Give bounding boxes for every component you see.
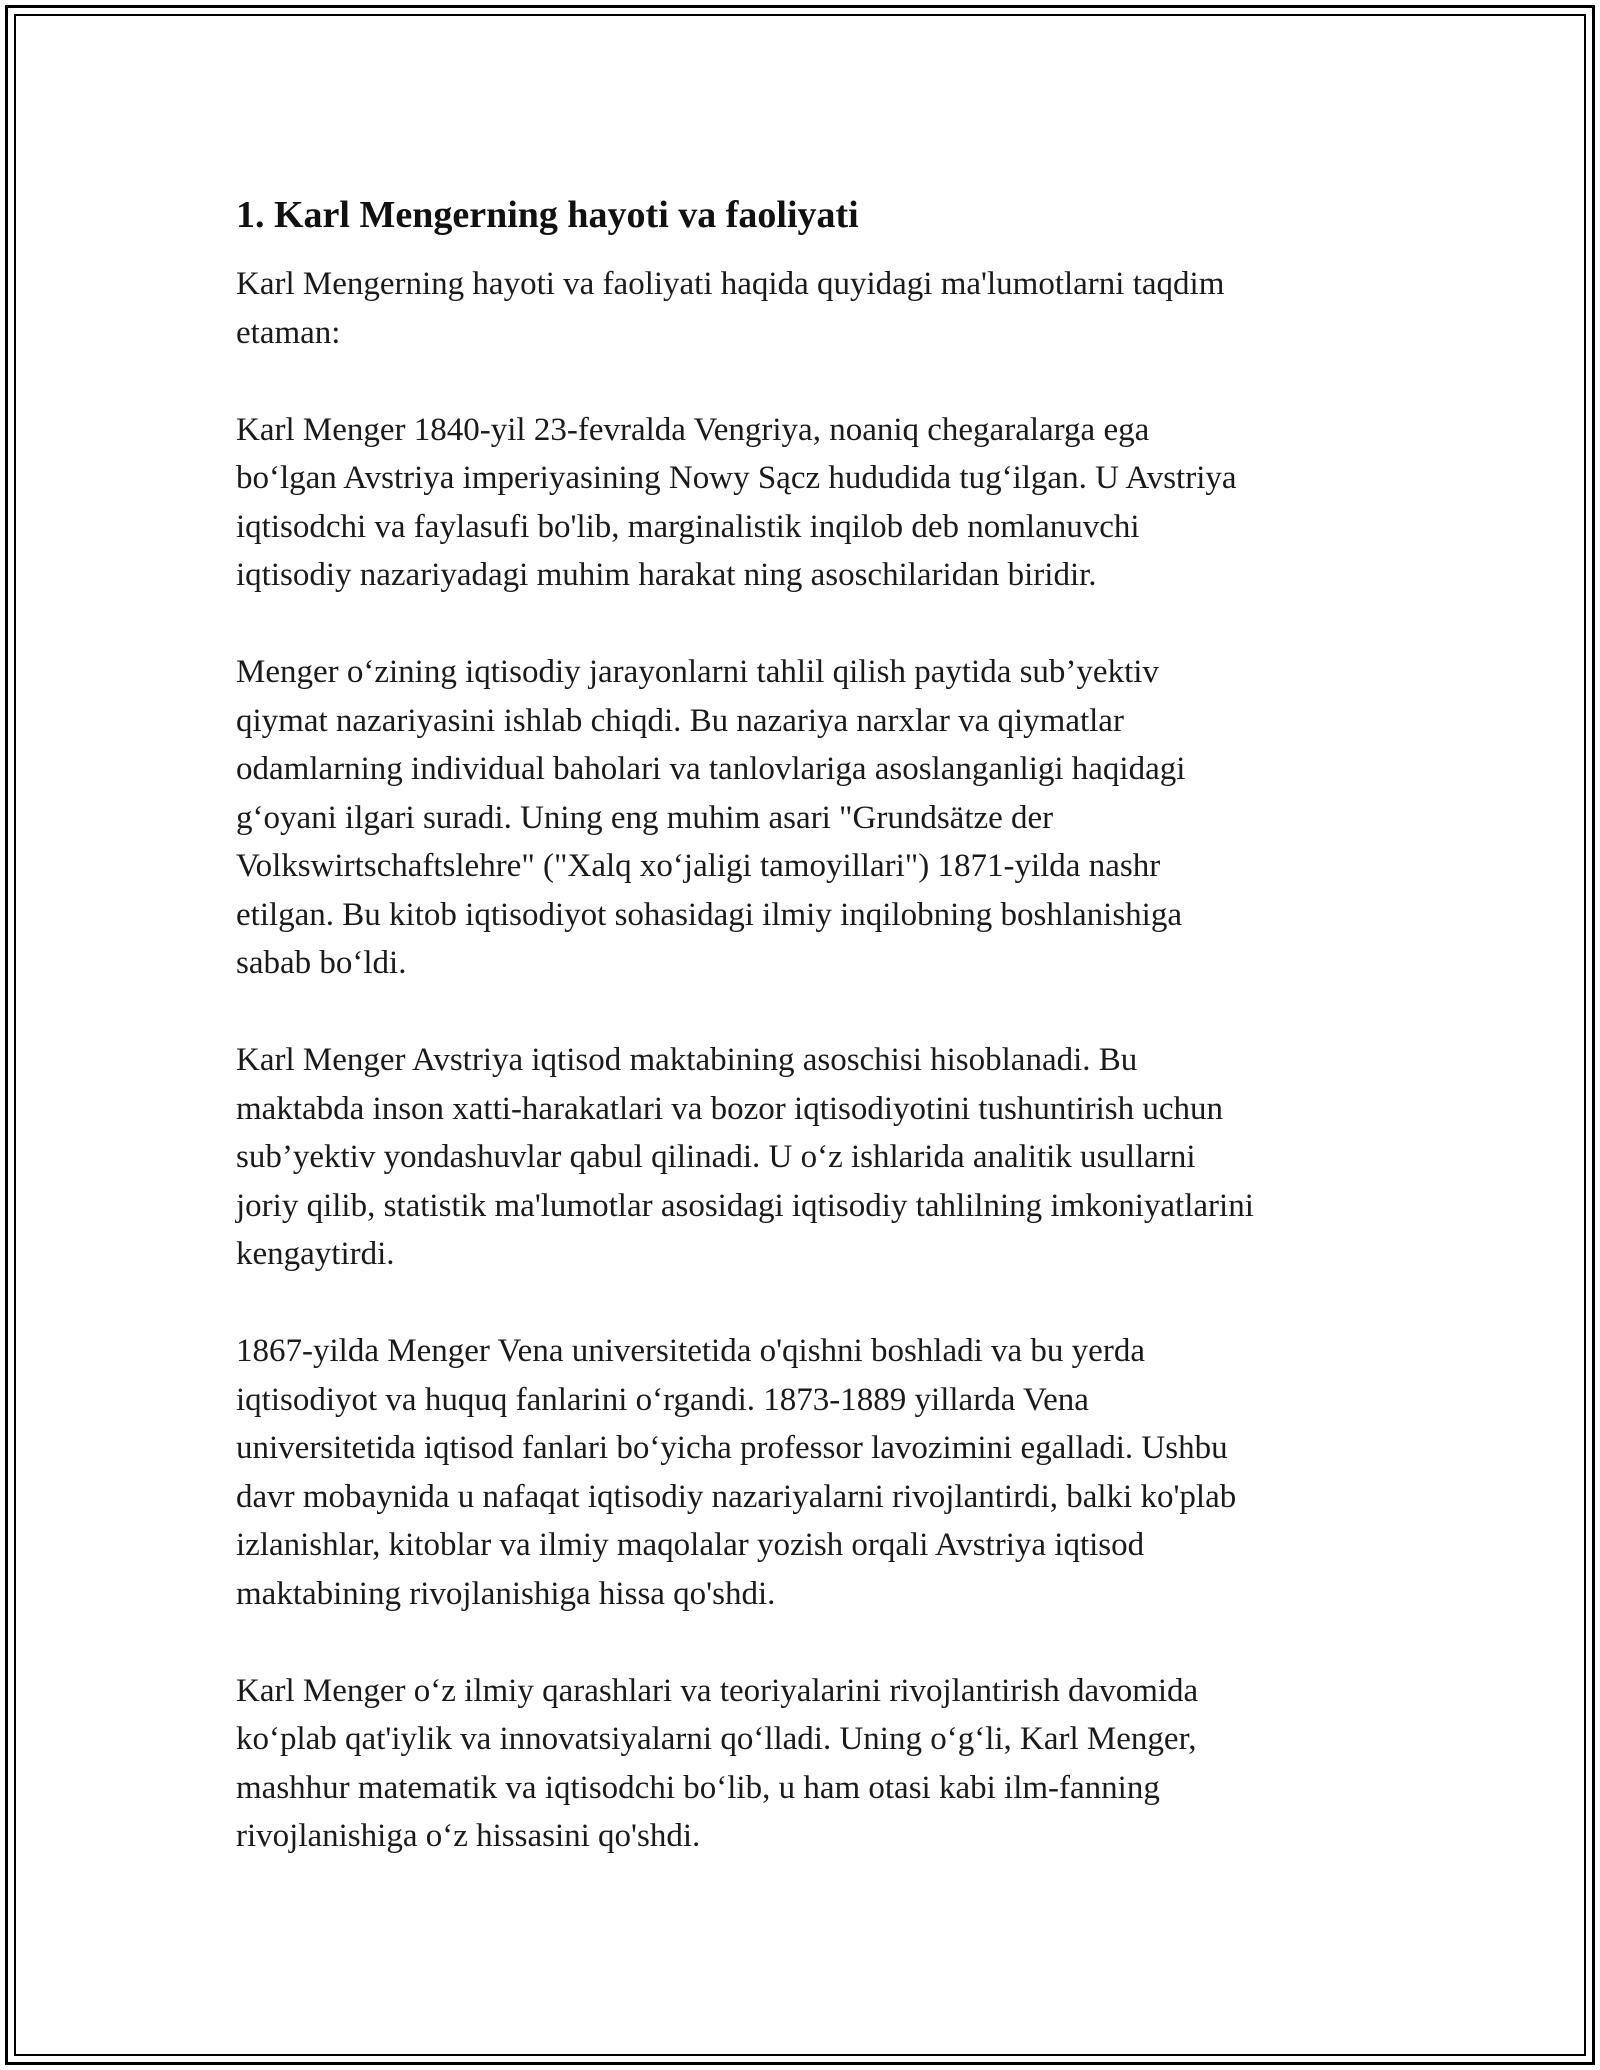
document-body <box>236 192 1376 1861</box>
paragraph-legacy: Karl Menger o‘z ilmiy qarashlari va teoriyalarini rivojlantirish davomida ko‘plab qat'iylik va innovatsiyalarni qo‘lladi. Uning o‘g‘li, Karl Menger, mashhur matematik va iqtisodchi bo‘lib, u ham otasi kabi ilm-fanning rivojlanishiga o‘z hissasini qo'shdi. <box>236 1672 1199 1854</box>
paragraph-subjective-value: Menger o‘zining iqtisodiy jarayonlarni tahlil qilish paytida sub’yektiv qiymat nazariyasini ishlab chiqdi. Bu nazariya narxlar va qiymatlar odamlarning individual baholari va tanlovlariga asoslanganligi haqidagi g‘oyani ilgari suradi. Uning eng muhim asari "Grundsätze der Volkswirtschaftslehre" ("Xalq xo‘jaligi tamoyillari") 1871-yilda nashr etilgan. Bu kitob iqtisodiyot sohasidagi ilmiy inqilobning boshlanishiga sabab bo‘ldi. <box>236 654 1186 981</box>
paragraph-intro: Karl Mengerning hayoti va faoliyati haqida quyidagi ma'lumotlarni taqdim etaman: <box>236 266 1225 351</box>
paragraph-birth: Karl Menger 1840-yil 23-fevralda Vengriya, noaniq chegaralarga ega bo‘lgan Avstriya imperiyasining Nowy Sącz hududida tug‘ilgan. U Avstriya iqtisodchi va faylasufi bo'lib, marginalistik inqilob deb nomlanuvchi iqtisodiy nazariyadagi muhim harakat ning asoschilaridan biridir. <box>236 411 1237 593</box>
paragraph-austrian-school: Karl Menger Avstriya iqtisod maktabining asoschisi hisoblanadi. Bu maktabda inson xatti-harakatlari va bozor iqtisodiyotini tushuntirish uchun sub’yektiv yondashuvlar qabul qilinadi. U o‘z ishlarida analitik usullarni joriy qilib, statistik ma'lumotlar asosidagi iqtisodiy tahlilning imkoniyatlarini kengaytirdi. <box>236 1042 1254 1272</box>
paragraph-vienna-university: 1867-yilda Menger Vena universitetida o'qishni boshladi va bu yerda iqtisodiyot va huquq fanlarini o‘rgandi. 1873-1889 yillarda Vena universitetida iqtisod fanlari bo‘yicha professor lavozimini egalladi. Ushbu davr mobaynida u nafaqat iqtisodiy nazariyalarni rivojlantirdi, balki ko'plab izlanishlar, kitoblar va ilmiy maqolalar yozish orqali Avstriya iqtisod maktabining rivojlanishiga hissa qo'shdi. <box>236 1333 1237 1612</box>
section-heading: 1. Karl Mengerning hayoti va faoliyati <box>236 194 859 236</box>
